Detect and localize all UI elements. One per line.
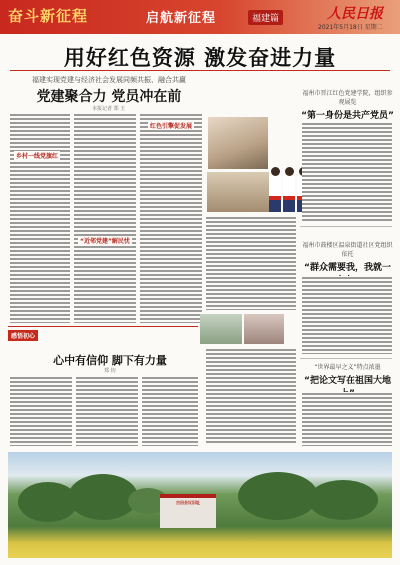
main-article-kicker: 福建实现党建与经济社会发展同频共振、融合共赢 [32,76,186,84]
banner-edition-badge: 福建篇 [248,10,283,25]
article-text-column [142,376,198,446]
banner-left-text: 奋斗新征程 [8,7,89,25]
side-article-kicker: 福州市鼓楼区温泉街道社区党组织依托 [302,242,393,258]
article-text-column [76,376,138,446]
article-text-column [302,122,392,222]
news-photo [244,314,284,344]
article-text-column [206,348,296,444]
article-text-column [10,113,70,323]
headline-rule [10,70,390,71]
article-text-column [302,392,392,446]
article-text-column [206,216,296,310]
article-text-column [10,376,72,446]
main-article-byline: 本报记者 郑 玉 [92,106,126,112]
article-text-column [140,113,202,323]
side-article-title: “第一身份是共产党员” [301,111,394,121]
news-photo [200,314,242,344]
side-article-kicker: 福州市晋江红色党建学院，组织参观展览 [302,90,393,106]
news-photo [208,117,268,169]
banner-middle-text: 启航新征程 [146,11,217,26]
memorial-building [160,494,216,528]
column-divider [300,226,392,227]
heart-article-title: 心中有信仰 脚下有力量 [53,354,167,367]
memorial-sign: 古田会议旧址 [176,500,200,505]
page-headline: 用好红色资源 激发奋进力量 [63,46,337,70]
side-article-kicker: “世界最早之义”特点浓墨 [314,364,381,371]
side-article-title: “群众需要我，我就一 [304,263,391,273]
section-heading: 红色引擎促发展 [150,123,193,130]
newspaper-logo: 人民日报 [327,6,383,22]
side-article-title: “把论文写在祖国大地 [304,376,391,386]
news-photo [207,172,269,212]
heart-article-byline: 郑 钧 [104,368,116,374]
main-article-title: 党建聚合力 党员冲在前 [36,89,182,105]
dateline: 2021年5月18日 星期二 [318,24,383,31]
column-divider [300,358,392,359]
article-text-column [74,113,136,323]
section-divider [8,326,198,327]
section-heading: “近邻党建”解民忧 [80,238,130,245]
heart-section-tag: 感悟初心 [8,330,38,341]
section-heading: 乡村一线党旗红 [16,153,59,160]
article-text-column [302,276,392,354]
